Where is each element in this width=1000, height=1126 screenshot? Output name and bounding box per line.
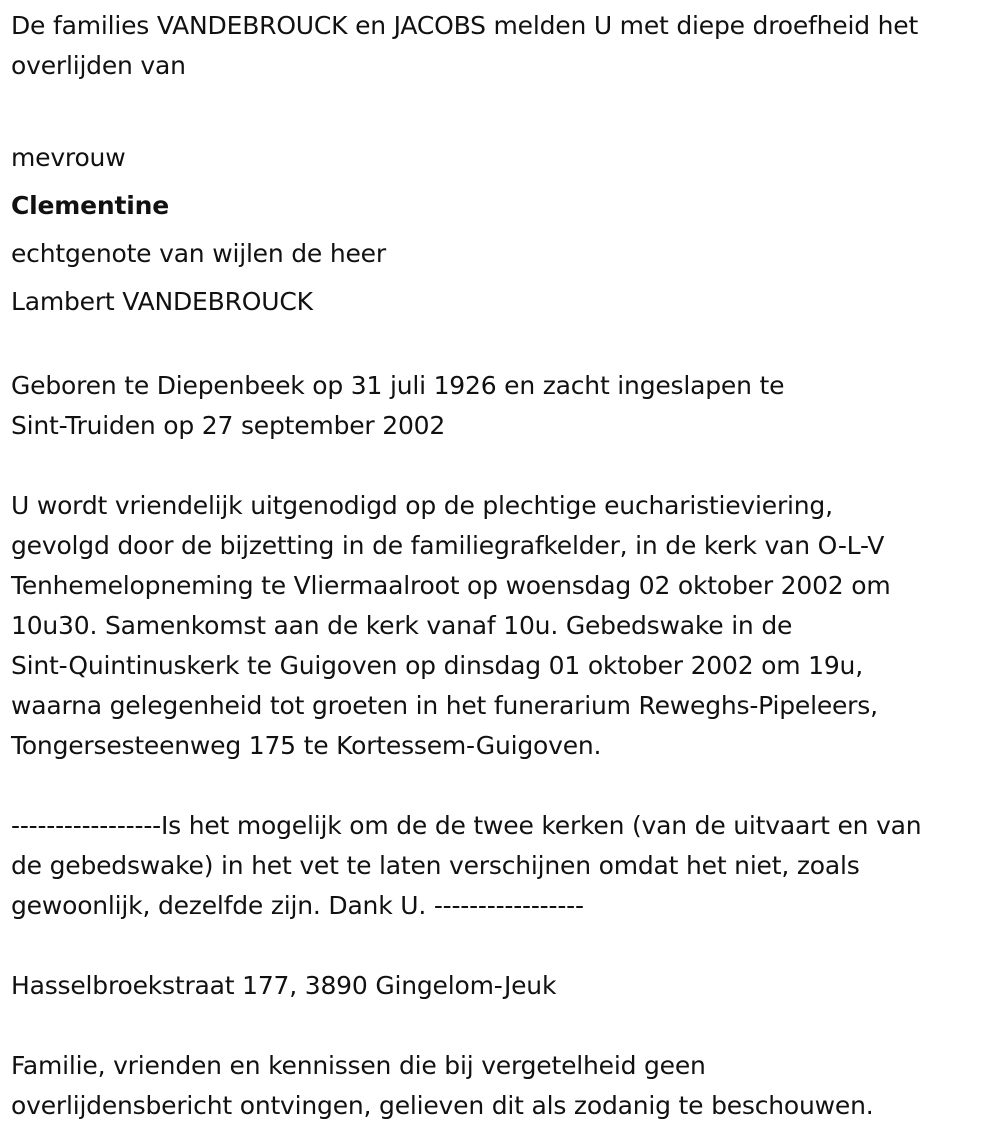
closing-line: overlijdensbericht ontvingen, gelieven dit als zodanig te beschouwen. [11,1091,874,1120]
ceremony-line: Tenhemelopneming te Vliermaalroot op woensdag 02 oktober 2002 om [11,571,891,600]
closing-line: Familie, vrienden en kennissen die bij vergetelheid geen [11,1051,706,1080]
note-line: gewoonlijk, dezelfde zijn. Dank U. ----------------- [11,891,584,920]
ceremony-line: waarna gelegenheid tot groeten in het funerarium Reweghs-Pipeleers, [11,691,878,720]
birth-death-paragraph [11,366,996,446]
note-line: -----------------Is het mogelijk om de de twee kerken (van de uitvaart en van [11,811,922,840]
ceremony-line: 10u30. Samenkomst aan de kerk vanaf 10u. Gebedswake in de [11,611,793,640]
deceased-name: Clementine [11,191,169,220]
paragraph-gap [11,326,996,366]
intro-paragraph [11,6,996,86]
note-paragraph [11,806,996,926]
paragraph-gap [11,766,996,806]
paragraph-gap [11,926,996,966]
paragraph-gap [11,86,996,126]
deceased-block [11,134,996,326]
ceremony-line: U wordt vriendelijk uitgenodigd op de plechtige eucharistieviering, [11,491,833,520]
note-line: de gebedswake) in het vet te laten verschijnen omdat het niet, zoals [11,851,860,880]
address-line: Hasselbroekstraat 177, 3890 Gingelom-Jeuk [11,971,557,1000]
intro-line: overlijden van [11,51,186,80]
deceased-spouse: Lambert VANDEBROUCK [11,287,313,316]
ceremony-line: Tongersesteenweg 175 te Kortessem-Guigoven. [11,731,602,760]
closing-paragraph [11,1046,996,1126]
ceremony-paragraph [11,486,996,766]
deceased-title: mevrouw [11,143,126,172]
paragraph-gap [11,1006,996,1046]
paragraph-gap [11,126,996,134]
ceremony-line: gevolgd door de bijzetting in de familiegrafkelder, in de kerk van O-L-V [11,531,885,560]
deceased-relation: echtgenote van wijlen de heer [11,239,386,268]
intro-line: De families VANDEBROUCK en JACOBS melden U met diepe droefheid het [11,11,919,40]
birth-death-line: Geboren te Diepenbeek op 31 juli 1926 en zacht ingeslapen te [11,371,785,400]
birth-death-line: Sint-Truiden op 27 september 2002 [11,411,446,440]
ceremony-line: Sint-Quintinuskerk te Guigoven op dinsdag 01 oktober 2002 om 19u, [11,651,863,680]
death-notice [11,6,996,1126]
paragraph-gap [11,446,996,486]
